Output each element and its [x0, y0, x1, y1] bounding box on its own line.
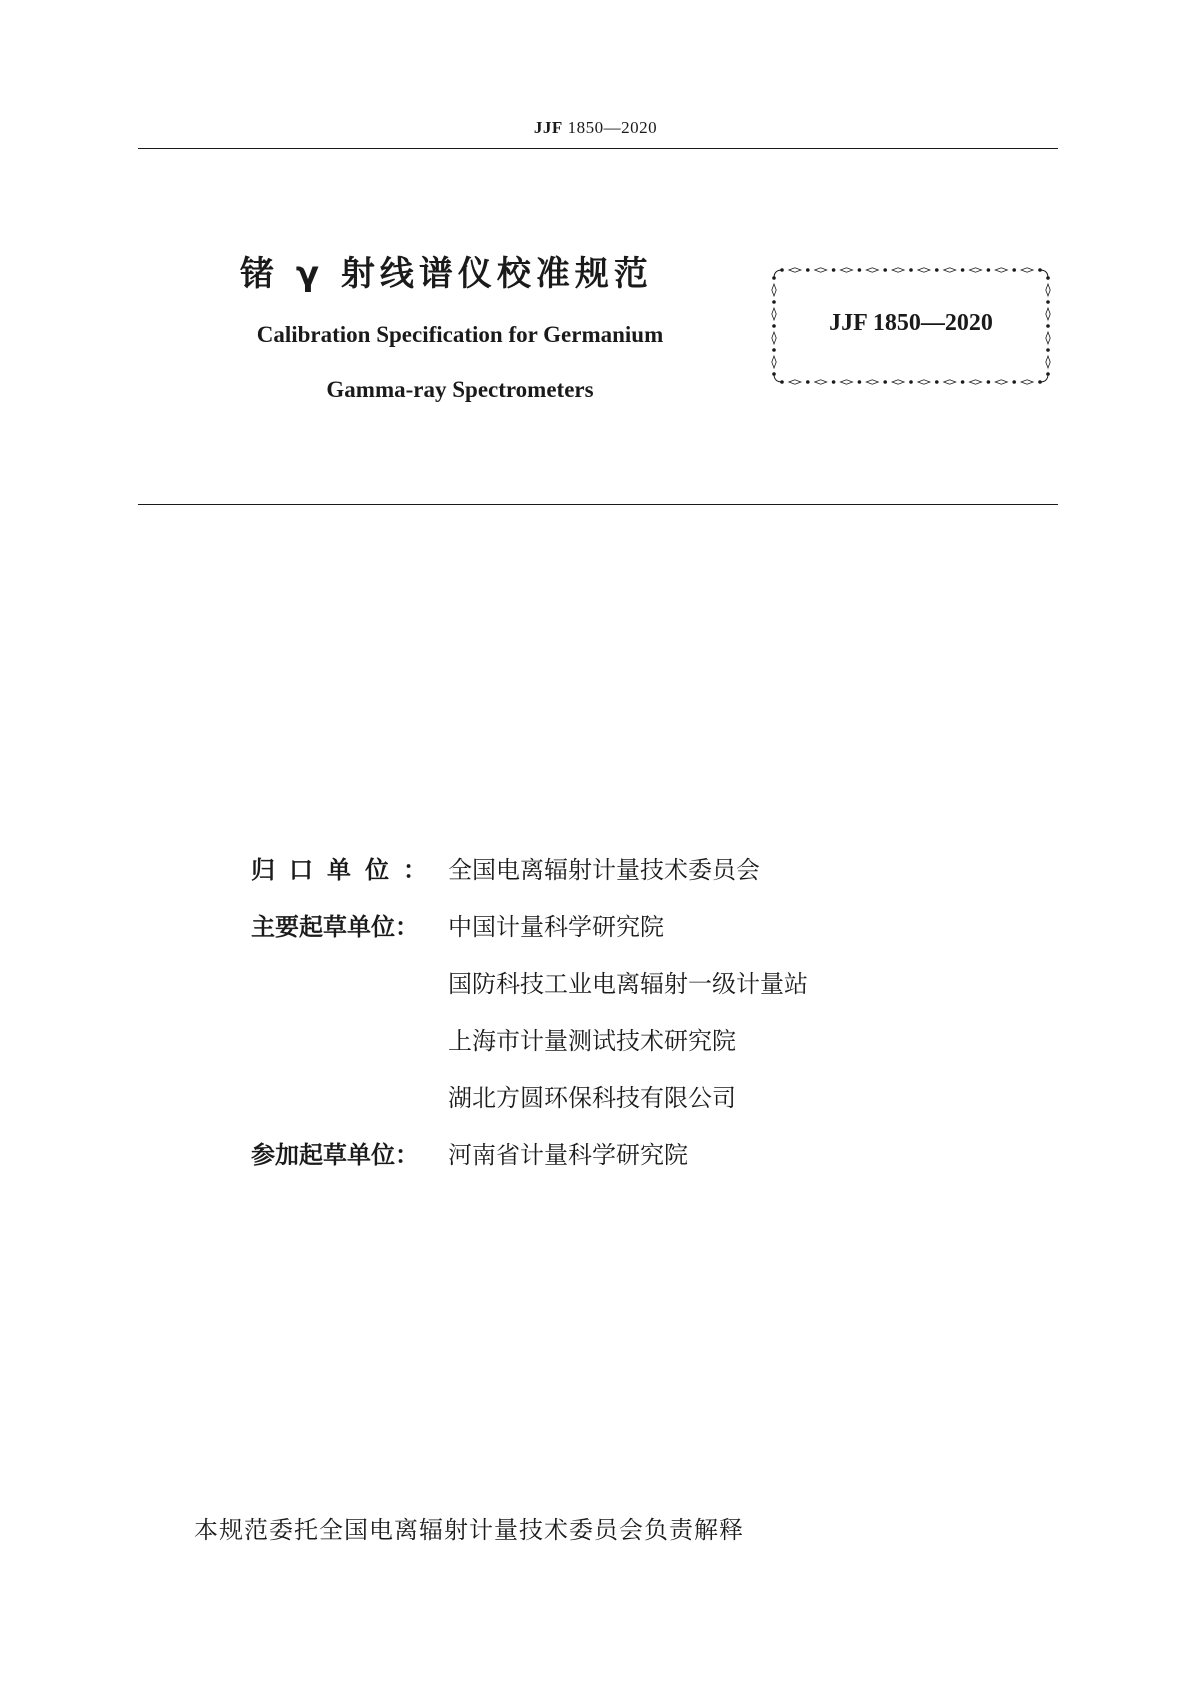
- org-row-main-drafter: [251, 910, 664, 944]
- org-label: 归口单位：: [251, 856, 441, 884]
- title-chinese: 锗 γ 射线谱仪校准规范: [240, 254, 653, 294]
- title-english-line2: Gamma-ray Spectrometers: [326, 377, 594, 402]
- top-rule: [138, 148, 1058, 149]
- bottom-rule: [138, 504, 1058, 505]
- code-box: [770, 262, 1052, 390]
- org-row-main-drafter: [251, 967, 808, 1001]
- org-row-participating-drafter: [251, 1138, 688, 1172]
- org-row-responsible: [251, 853, 760, 887]
- org-value: 湖北方圆环保科技有限公司: [448, 1084, 736, 1112]
- title-english-line1: Calibration Specification for Germanium: [256, 322, 664, 347]
- org-value: 全国电离辐射计量技术委员会: [448, 856, 760, 884]
- org-value: 上海市计量测试技术研究院: [448, 1027, 736, 1055]
- org-row-main-drafter: [251, 1024, 736, 1058]
- org-value: 河南省计量科学研究院: [448, 1141, 688, 1169]
- org-label: 参加起草单位：: [251, 1141, 419, 1169]
- running-head-number: 1850—2020: [567, 118, 658, 137]
- org-row-main-drafter: [251, 1081, 736, 1115]
- running-head-prefix: JJF: [533, 118, 563, 137]
- org-value: 中国计量科学研究院: [448, 913, 664, 941]
- interpretation-note: 本规范委托全国电离辐射计量技术委员会负责解释: [194, 1516, 744, 1544]
- code-box-text: JJF 1850—2020: [829, 310, 993, 336]
- org-value: 国防科技工业电离辐射一级计量站: [448, 970, 808, 998]
- running-head: [0, 118, 1191, 138]
- org-label: 主要起草单位：: [251, 913, 419, 941]
